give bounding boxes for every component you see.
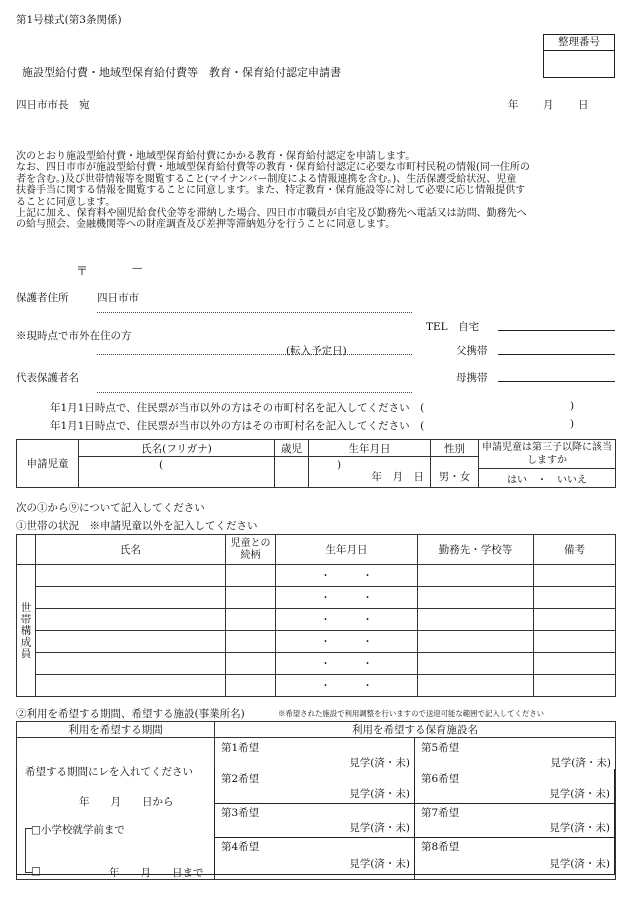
visit-status[interactable]: 見学(済・未) bbox=[349, 858, 410, 870]
member-birthdate-cell[interactable]: ・ ・ bbox=[276, 653, 418, 675]
child-age-cell[interactable] bbox=[275, 457, 309, 488]
member-name-cell[interactable] bbox=[36, 675, 226, 697]
mother-mobile-label: 母携帯 bbox=[456, 372, 488, 384]
member-workplace-cell[interactable] bbox=[418, 653, 534, 675]
member-workplace-cell[interactable] bbox=[418, 631, 534, 653]
third-child-answer[interactable]: はい ・ いいえ bbox=[479, 469, 616, 488]
member-remarks-cell[interactable] bbox=[534, 587, 616, 609]
visit-status[interactable]: 見学(済・未) bbox=[549, 822, 610, 834]
member-remarks-cell[interactable] bbox=[534, 653, 616, 675]
member-relation-cell[interactable] bbox=[226, 675, 276, 697]
intro-text bbox=[16, 151, 530, 231]
option-until-school[interactable]: □小学校就学前まで bbox=[31, 824, 125, 836]
household-header-relation: 児童との続柄 bbox=[226, 535, 276, 565]
intro-line: の給与照会、金融機関等への財産調査及び差押等滞納処分を行うことに同意します。 bbox=[16, 219, 396, 231]
member-remarks-cell[interactable] bbox=[534, 565, 616, 587]
household-header-name: 氏名 bbox=[36, 535, 226, 565]
reference-number-label: 整理番号 bbox=[544, 35, 614, 51]
member-birthdate-cell[interactable]: ・ ・ bbox=[276, 609, 418, 631]
member-birthdate-cell[interactable]: ・ ・ bbox=[276, 587, 418, 609]
address-input-line[interactable] bbox=[97, 312, 412, 313]
representative-guardian-label: 代表保護者名 bbox=[16, 372, 79, 384]
form-number: 第1号様式(第3条関係) bbox=[16, 14, 122, 26]
member-remarks-cell[interactable] bbox=[534, 631, 616, 653]
postal-dash: — bbox=[132, 262, 143, 274]
household-members-text: 世帯構成員 bbox=[19, 601, 32, 660]
period-until-line[interactable]: 年 月 日まで bbox=[109, 867, 204, 879]
period-cell bbox=[17, 738, 215, 880]
member-birthdate-cell[interactable]: ・ ・ bbox=[276, 675, 418, 697]
member-name-cell[interactable] bbox=[36, 587, 226, 609]
member-name-cell[interactable] bbox=[36, 609, 226, 631]
tel-home-label: TEL 自宅 bbox=[426, 321, 480, 333]
member-birthdate-cell[interactable]: ・ ・ bbox=[276, 631, 418, 653]
facility-choice-2[interactable] bbox=[214, 769, 415, 804]
date-year-label: 年 bbox=[508, 99, 519, 111]
overseas-resident-label: ※現時点で市外在住の方 bbox=[16, 330, 132, 342]
member-workplace-cell[interactable] bbox=[418, 609, 534, 631]
household-header-workplace: 勤務先・学校等 bbox=[418, 535, 534, 565]
date-month-label: 月 bbox=[543, 99, 554, 111]
section-instruction: 次の①から⑨について記入してください bbox=[16, 502, 205, 514]
intro-line: 者を含む。)及び世帯情報等を閲覧すること(マイナンバー制度による情報連携を含む。)、生活保護受給状況、児童 bbox=[16, 173, 517, 185]
guardian-city: 四日市市 bbox=[97, 292, 139, 304]
choice-label: 第4希望 bbox=[221, 841, 260, 853]
member-workplace-cell[interactable] bbox=[418, 587, 534, 609]
visit-status[interactable]: 見学(済・未) bbox=[550, 757, 611, 769]
visit-status[interactable]: 見学(済・未) bbox=[549, 788, 610, 800]
member-birthdate-cell[interactable]: ・ ・ bbox=[276, 565, 418, 587]
choice-label: 第7希望 bbox=[421, 807, 460, 819]
member-workplace-cell[interactable] bbox=[418, 565, 534, 587]
household-header-remarks: 備考 bbox=[534, 535, 616, 565]
intro-line: 次のとおり施設型給付費・地域型保育給付費にかかる教育・保育給付認定を申請します。 bbox=[16, 151, 416, 162]
period-from-line[interactable]: 年 月 日から bbox=[79, 796, 174, 808]
choice-label: 第6希望 bbox=[421, 773, 460, 785]
member-relation-cell[interactable] bbox=[226, 631, 276, 653]
intro-line: 扶養手当に関する情報を閲覧することに同意します。また、特定教育・保育施設等に対して必要に応じ情報提供す bbox=[16, 185, 526, 197]
member-relation-cell[interactable] bbox=[226, 565, 276, 587]
postal-mark: 〒 bbox=[76, 264, 89, 278]
mother-mobile-input-line[interactable] bbox=[498, 381, 615, 382]
facility-header: 利用を希望する保育施設名 bbox=[215, 722, 616, 738]
household-section-title: ①世帯の状況 ※申請児童以外を記入してください bbox=[16, 520, 258, 532]
child-birthdate-cell[interactable]: 年 月 日 bbox=[309, 457, 431, 488]
name-paren-close: ) bbox=[337, 459, 342, 471]
member-relation-cell[interactable] bbox=[226, 587, 276, 609]
moving-date-label: (転入予定日) bbox=[286, 345, 347, 357]
header-birthdate: 生年月日 bbox=[309, 440, 431, 457]
header-age: 歳児 bbox=[275, 440, 309, 457]
tel-home-input-line[interactable] bbox=[498, 330, 615, 331]
intro-line: 上記に加え、保育料や園児給食代金等を滞納した場合、四日市市職員が自宅及び勤務先へ電話又は訪問、勤務先へ bbox=[16, 208, 527, 220]
choice-label: 第2希望 bbox=[221, 773, 260, 785]
representative-name-line[interactable] bbox=[97, 392, 412, 393]
facility-choice-3[interactable] bbox=[214, 803, 415, 838]
member-name-cell[interactable] bbox=[36, 653, 226, 675]
member-relation-cell[interactable] bbox=[226, 653, 276, 675]
facility-choice-6[interactable] bbox=[414, 769, 615, 804]
father-mobile-label: 父携帯 bbox=[456, 345, 488, 357]
facility-choice-4[interactable] bbox=[214, 837, 415, 875]
child-sex-cell[interactable]: 男・女 bbox=[431, 457, 479, 488]
header-name: 氏名(フリガナ) bbox=[79, 440, 275, 457]
household-corner bbox=[17, 535, 36, 565]
period-instruction: 希望する期間にレを入れてください bbox=[25, 766, 193, 778]
visit-status[interactable]: 見学(済・未) bbox=[349, 788, 410, 800]
member-workplace-cell[interactable] bbox=[418, 675, 534, 697]
name-paren-open: ( bbox=[159, 459, 164, 471]
visit-status[interactable]: 見学(済・未) bbox=[349, 822, 410, 834]
addressee: 四日市市長 宛 bbox=[16, 99, 90, 111]
household-members-side-label bbox=[17, 565, 36, 697]
residence-note-2: 年1月1日時点で、住民票が当市以外の方はその市町村名を記入してください ( bbox=[50, 420, 425, 432]
facility-section-note: ※希望された施設で利用調整を行いますので送迎可能な範囲で記入してください bbox=[278, 709, 545, 718]
facility-section-title: ②利用を希望する期間、希望する施設(事業所名) bbox=[16, 708, 245, 720]
applicant-child-table bbox=[16, 439, 616, 488]
period-header: 利用を希望する期間 bbox=[17, 722, 215, 738]
guardian-address-label: 保護者住所 bbox=[16, 292, 69, 304]
residence-note-1: 年1月1日時点で、住民票が当市以外の方はその市町村名を記入してください ( bbox=[50, 402, 425, 414]
member-name-cell[interactable] bbox=[36, 565, 226, 587]
residence-note-2-close: ) bbox=[570, 418, 575, 430]
overseas-address-line[interactable] bbox=[97, 354, 412, 355]
member-remarks-cell[interactable] bbox=[534, 675, 616, 697]
child-name-cell[interactable] bbox=[79, 457, 342, 488]
facility-choice-7[interactable] bbox=[414, 803, 615, 838]
reference-number-box[interactable] bbox=[543, 34, 615, 78]
header-sex: 性別 bbox=[431, 440, 479, 457]
facility-choice-8[interactable] bbox=[414, 837, 615, 875]
member-name-cell[interactable] bbox=[36, 631, 226, 653]
choice-label: 第1希望 bbox=[221, 742, 260, 754]
date-day-label: 日 bbox=[578, 99, 589, 111]
residence-note-1-close: ) bbox=[570, 400, 575, 412]
household-table bbox=[16, 534, 616, 697]
member-remarks-cell[interactable] bbox=[534, 609, 616, 631]
form-title: 施設型給付費・地域型保育給付費等 教育・保育給付認定申請書 bbox=[22, 66, 341, 79]
household-header-birthdate: 生年月日 bbox=[276, 535, 418, 565]
choice-label: 第3希望 bbox=[221, 807, 260, 819]
choice-label: 第8希望 bbox=[421, 841, 460, 853]
intro-line: ることに同意します。 bbox=[16, 196, 116, 208]
option-until-date[interactable]: □ bbox=[31, 865, 41, 877]
intro-line: なお、四日市市が施設型給付費・地域型保育給付費等の教育・保育給付認定に必要な市町村民税の情報(同一住所の bbox=[16, 162, 530, 174]
member-relation-cell[interactable] bbox=[226, 609, 276, 631]
applicant-child-label: 申請児童 bbox=[17, 440, 79, 488]
choice-label: 第5希望 bbox=[421, 742, 460, 754]
father-mobile-input-line[interactable] bbox=[498, 354, 615, 355]
visit-status[interactable]: 見学(済・未) bbox=[349, 757, 410, 769]
header-third-child: 申請児童は第三子以降に該当しますか bbox=[479, 440, 616, 469]
visit-status[interactable]: 見学(済・未) bbox=[549, 858, 610, 870]
